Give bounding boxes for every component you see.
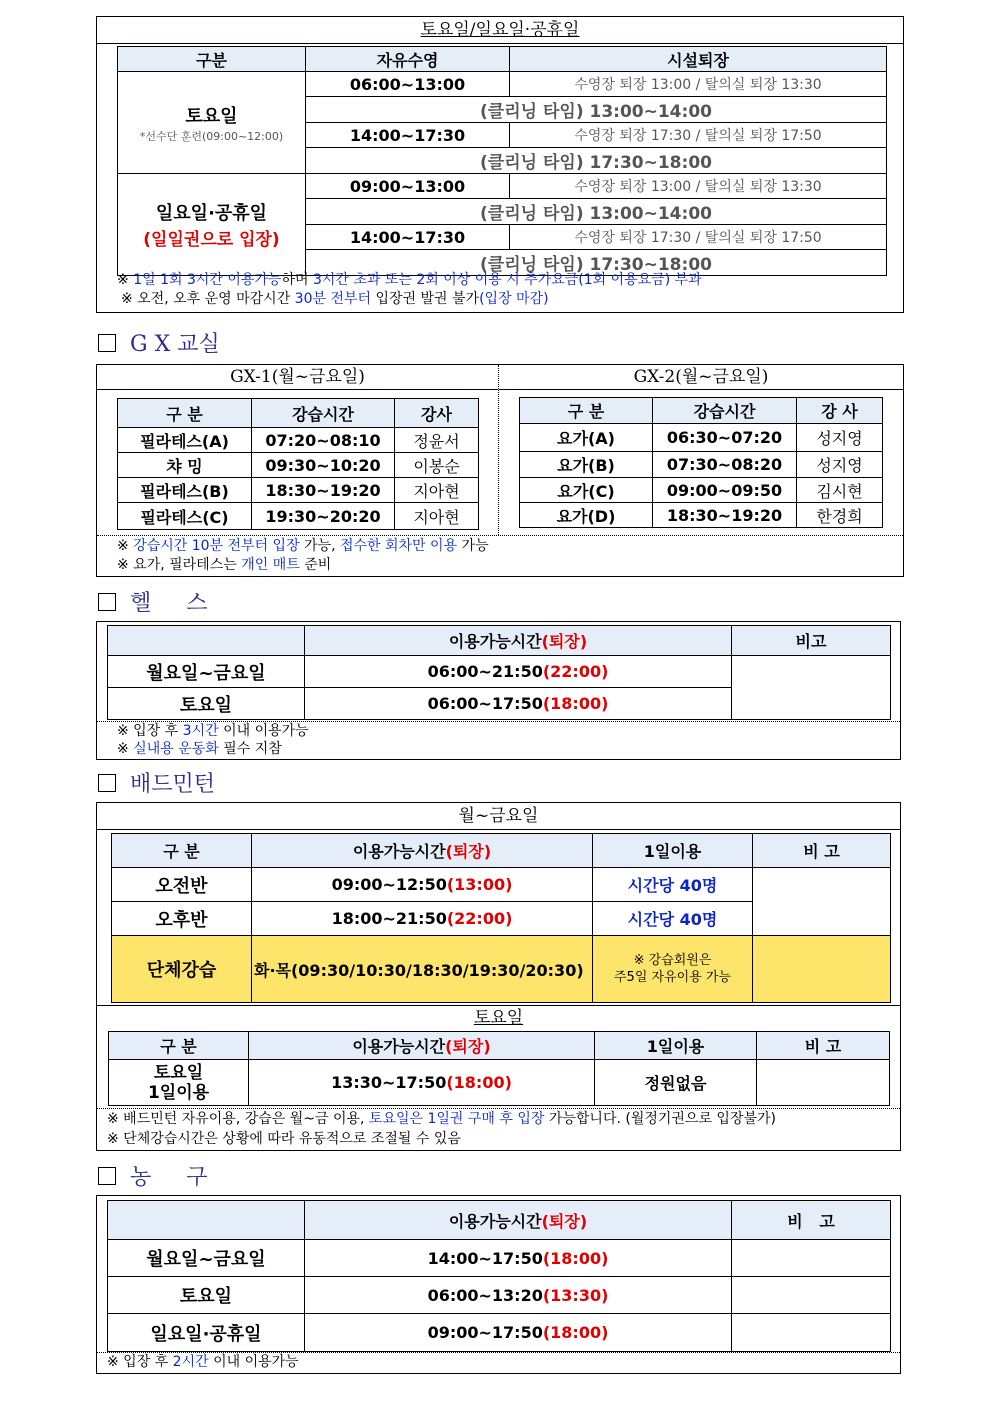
cleaning-time: (클리닝 타임) 13:00~14:00 bbox=[306, 199, 887, 225]
header-daily-use: 1일이용 bbox=[595, 1032, 757, 1060]
day-label: 토요일 bbox=[108, 688, 305, 720]
badminton-note-1: ※ 배드민턴 자유이용, 강습은 월~금 이용, 토요일은 1일권 구매 후 입장 가능합니다. (월정기권으로 입장불가) bbox=[107, 1111, 776, 1127]
daily-capacity: 시간당 40명 bbox=[593, 902, 753, 936]
available-time: 18:00~21:50(22:00) bbox=[252, 902, 593, 936]
basketball-note-1: ※ 입장 후 2시간 이내 이용가능 bbox=[107, 1354, 299, 1370]
basketball-box bbox=[96, 1195, 901, 1374]
group-lesson-label: 단체강습 bbox=[112, 936, 252, 1003]
instructor: 성지영 bbox=[797, 452, 883, 478]
gx-note-1: ※ 강습시간 10분 전부터 입장 가능, 접수한 회차만 이용 가능 bbox=[117, 538, 489, 554]
pool-note-1: ※ 1일 1회 3시간 이용가능하며 3시간 초과 또는 2회 이상 이용 시 추가요금(1회 이용요금) 부과 bbox=[117, 272, 702, 288]
class-time: 19:30~20:20 bbox=[252, 503, 395, 530]
class-name: 필라테스(B) bbox=[118, 478, 252, 503]
gx2-caption: GX-2(월~금요일) bbox=[499, 365, 903, 390]
saturday-label: 토요일 bbox=[185, 105, 238, 127]
gx1-caption: GX-1(월~금요일) bbox=[97, 365, 498, 390]
saturday-label-cell bbox=[118, 72, 306, 174]
gx-note-2: ※ 요가, 필라테스는 개인 매트 준비 bbox=[117, 557, 332, 573]
gx2-table bbox=[519, 397, 883, 528]
instructor: 김시현 bbox=[797, 478, 883, 503]
health-box bbox=[96, 621, 901, 760]
available-time: 06:00~13:20(13:30) bbox=[305, 1277, 732, 1314]
class-time: 07:20~08:10 bbox=[252, 428, 395, 453]
instructor: 정윤서 bbox=[395, 428, 479, 453]
checkbox-square-icon bbox=[98, 774, 116, 792]
checkbox-square-icon bbox=[98, 593, 116, 611]
header-daily-use: 1일이용 bbox=[593, 834, 753, 868]
badminton-box bbox=[96, 802, 901, 1151]
instructor: 성지영 bbox=[797, 424, 883, 452]
health-table bbox=[107, 625, 891, 720]
health-title: 헬 스 bbox=[130, 591, 208, 616]
day-label: 토요일 bbox=[108, 1277, 305, 1314]
sunday-label-cell bbox=[118, 174, 306, 276]
instructor: 지아현 bbox=[395, 503, 479, 530]
exit-time: 수영장 퇴장 17:30 / 탈의실 퇴장 17:50 bbox=[510, 225, 887, 250]
exit-time: 수영장 퇴장 13:00 / 탈의실 퇴장 13:30 bbox=[510, 174, 887, 199]
header-class-time: 강습시간 bbox=[252, 399, 395, 428]
available-time: 06:00~21:50(22:00) bbox=[305, 656, 732, 688]
header-division: 구 분 bbox=[112, 834, 252, 868]
header-division: 구 분 bbox=[520, 398, 653, 424]
cleaning-time: (클리닝 타임) 17:30~18:00 bbox=[306, 250, 887, 276]
daily-capacity: 시간당 40명 bbox=[593, 868, 753, 902]
class-time: 09:30~10:20 bbox=[252, 453, 395, 478]
class-time: 07:30~08:20 bbox=[653, 452, 797, 478]
header-division: 구 분 bbox=[118, 399, 252, 428]
remark-cell bbox=[732, 656, 891, 720]
class-time: 18:30~19:20 bbox=[252, 478, 395, 503]
remark-cell bbox=[753, 868, 891, 936]
pool-weekend-table bbox=[117, 46, 887, 276]
available-time: 09:00~17:50(18:00) bbox=[305, 1314, 732, 1352]
available-time: 06:00~17:50(18:00) bbox=[305, 688, 732, 720]
badminton-note-2: ※ 단체강습시간은 상황에 따라 유동적으로 조절될 수 있음 bbox=[107, 1131, 461, 1147]
saturday-sub-note: *선수단 훈련(09:00~12:00) bbox=[139, 129, 284, 143]
pool-weekend-box bbox=[96, 16, 904, 313]
class-name: 필라테스(A) bbox=[118, 428, 252, 453]
header-instructor: 강사 bbox=[395, 399, 479, 428]
badminton-saturday-caption: 토요일 bbox=[97, 1005, 900, 1029]
class-name: 요가(D) bbox=[520, 503, 653, 528]
available-time: 13:30~17:50(18:00) bbox=[249, 1060, 595, 1106]
sunday-label: 일요일·공휴일 bbox=[155, 203, 268, 224]
header-division: 구 분 bbox=[109, 1032, 249, 1060]
sunday-sub-note: (일일권으로 입장) bbox=[143, 230, 280, 250]
checkbox-square-icon bbox=[98, 1167, 116, 1185]
header-remark: 비 고 bbox=[753, 834, 891, 868]
header-remark: 비 고 bbox=[757, 1032, 890, 1060]
free-swim-time: 14:00~17:30 bbox=[306, 225, 510, 250]
header-available-time: 이용가능시간(퇴장) bbox=[249, 1032, 595, 1060]
session-label: 오후반 bbox=[112, 902, 252, 936]
class-time: 09:00~09:50 bbox=[653, 478, 797, 503]
section-title-gx bbox=[98, 327, 220, 358]
group-lesson-note: ※ 강습회원은 주5일 자유이용 가능 bbox=[593, 936, 753, 1003]
gx-box bbox=[96, 364, 904, 577]
free-swim-time: 09:00~13:00 bbox=[306, 174, 510, 199]
class-time: 18:30~19:20 bbox=[653, 503, 797, 528]
daily-capacity: 정원없음 bbox=[595, 1060, 757, 1106]
group-lesson-time: 화·목(09:30/10:30/18:30/19:30/20:30) bbox=[252, 936, 593, 1003]
day-label: 월요일~금요일 bbox=[108, 656, 305, 688]
day-label: 월요일~금요일 bbox=[108, 1240, 305, 1277]
header-remark: 비 고 bbox=[732, 1201, 891, 1240]
badminton-weekday-caption: 월~금요일 bbox=[97, 803, 900, 830]
header-remark: 비고 bbox=[732, 626, 891, 656]
header-instructor: 강 사 bbox=[797, 398, 883, 424]
class-name: 요가(A) bbox=[520, 424, 653, 452]
section-title-health bbox=[98, 586, 207, 617]
checkbox-square-icon bbox=[98, 334, 116, 352]
badminton-saturday-table bbox=[108, 1031, 890, 1106]
class-name: 요가(B) bbox=[520, 452, 653, 478]
available-time: 09:00~12:50(13:00) bbox=[252, 868, 593, 902]
instructor: 한경희 bbox=[797, 503, 883, 528]
section-title-badminton bbox=[98, 767, 215, 798]
class-time: 06:30~07:20 bbox=[653, 424, 797, 452]
remark-cell bbox=[732, 1277, 891, 1314]
health-note-1: ※ 입장 후 3시간 이내 이용가능 bbox=[117, 723, 309, 739]
free-swim-time: 14:00~17:30 bbox=[306, 123, 510, 148]
badminton-title: 배드민턴 bbox=[130, 772, 216, 797]
header-blank bbox=[108, 1201, 305, 1240]
health-note-2: ※ 실내용 운동화 필수 지참 bbox=[117, 741, 282, 757]
basketball-title: 농 구 bbox=[130, 1165, 208, 1190]
header-available-time: 이용가능시간(퇴장) bbox=[305, 626, 732, 656]
remark-cell bbox=[757, 1060, 890, 1106]
class-name: 챠 밍 bbox=[118, 453, 252, 478]
free-swim-time: 06:00~13:00 bbox=[306, 72, 510, 97]
remark-cell bbox=[732, 1240, 891, 1277]
instructor: 지아현 bbox=[395, 478, 479, 503]
badminton-weekday-table bbox=[111, 833, 891, 1003]
pool-note-2: ※ 오전, 오후 운영 마감시간 30분 전부터 입장권 발권 불가(입장 마감) bbox=[121, 291, 549, 307]
pool-weekend-caption: 토요일/일요일·공휴일 bbox=[97, 17, 903, 44]
instructor: 이봉순 bbox=[395, 453, 479, 478]
exit-time: 수영장 퇴장 13:00 / 탈의실 퇴장 13:30 bbox=[510, 72, 887, 97]
saturday-daily-label: 토요일 1일이용 bbox=[109, 1060, 249, 1106]
basketball-table bbox=[107, 1200, 891, 1352]
class-name: 요가(C) bbox=[520, 478, 653, 503]
header-blank bbox=[108, 626, 305, 656]
session-label: 오전반 bbox=[112, 868, 252, 902]
cleaning-time: (클리닝 타임) 17:30~18:00 bbox=[306, 148, 887, 174]
class-name: 필라테스(C) bbox=[118, 503, 252, 530]
exit-time: 수영장 퇴장 17:30 / 탈의실 퇴장 17:50 bbox=[510, 123, 887, 148]
available-time: 14:00~17:50(18:00) bbox=[305, 1240, 732, 1277]
header-class-time: 강습시간 bbox=[653, 398, 797, 424]
gx-title: G X 교실 bbox=[130, 332, 220, 357]
header-division: 구분 bbox=[118, 47, 306, 72]
cleaning-time: (클리닝 타임) 13:00~14:00 bbox=[306, 97, 887, 123]
header-facility-exit: 시설퇴장 bbox=[510, 47, 887, 72]
gx1-table bbox=[117, 398, 479, 530]
day-label: 일요일·공휴일 bbox=[108, 1314, 305, 1352]
section-title-basketball bbox=[98, 1160, 207, 1191]
remark-cell bbox=[732, 1314, 891, 1352]
header-available-time: 이용가능시간(퇴장) bbox=[305, 1201, 732, 1240]
header-available-time: 이용가능시간(퇴장) bbox=[252, 834, 593, 868]
header-free-swim: 자유수영 bbox=[306, 47, 510, 72]
remark-cell bbox=[753, 936, 891, 1003]
